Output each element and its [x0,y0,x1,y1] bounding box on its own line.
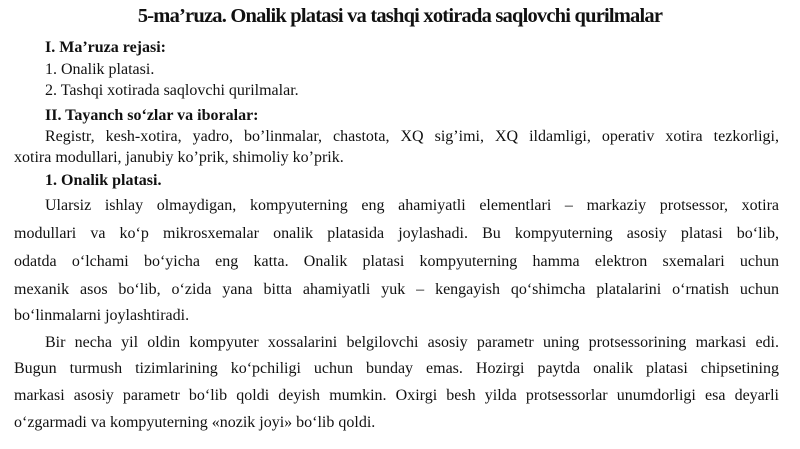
lecture-title: 5-ma’ruza. Onalik platasi va tashqi xotirada saqlovchi qurilmalar [137,5,663,27]
paragraph-line: markasi asosiy parametr bo‘lib qoldi deyish mumkin. Oxirgi besh yilda protsessorlar unumdorligi esa deyarli [14,387,779,404]
plan-item: 2. Tashqi xotirada saqlovchi qurilmalar. [45,82,299,99]
paragraph-line: odatda o‘lchami bo‘yicha eng katta. Onalik platasi kompyuterning hamma elektron sxemalari uchun [14,253,779,270]
keywords-heading: II. Tayanch so‘zlar va iboralar: [45,107,259,124]
paragraph-line: bo‘linmalarni joylashtiradi. [14,307,190,324]
paragraph-line: mexanik asos bo‘lib, o‘zida yana bitta ahamiyatli yuk – kengayish qo‘shimcha platalarini o‘rnatish uchun [14,281,779,298]
plan-heading: I. Ma’ruza rejasi: [45,39,166,56]
paragraph-line: modullari va ko‘p mikrosxemalar onalik platasida joylashadi. Bu kompyuterning asosiy platasi bo‘lib, [14,225,779,242]
paragraph-line: Bir necha yil oldin kompyuter xossalarini belgilovchi asosiy parametr uning protsessorining markasi edi. [45,334,779,351]
keywords-line: Registr, kesh-xotira, yadro, bo’linmalar, chastota, XQ sig’imi, XQ ildamligi, operativ xotira tezkorligi, [45,128,779,145]
keywords-line: xotira modullari, janubiy ko’prik, shimoliy ko’prik. [14,149,344,166]
paragraph-line: Bugun turmush tizimlarining ko‘pchiligi uchun bunday emas. Hozirgi paytda onalik platasi chipsetining [14,360,779,377]
paragraph-line: o‘zgarmadi va kompyuterning «nozik joyi» bo‘lib qoldi. [14,414,376,431]
plan-item: 1. Onalik platasi. [45,61,155,78]
section-heading: 1. Onalik platasi. [45,172,162,189]
paragraph-line: Ularsiz ishlay olmaydigan, kompyuterning eng ahamiyatli elementlari – markaziy protsessor, xotira [45,197,779,214]
